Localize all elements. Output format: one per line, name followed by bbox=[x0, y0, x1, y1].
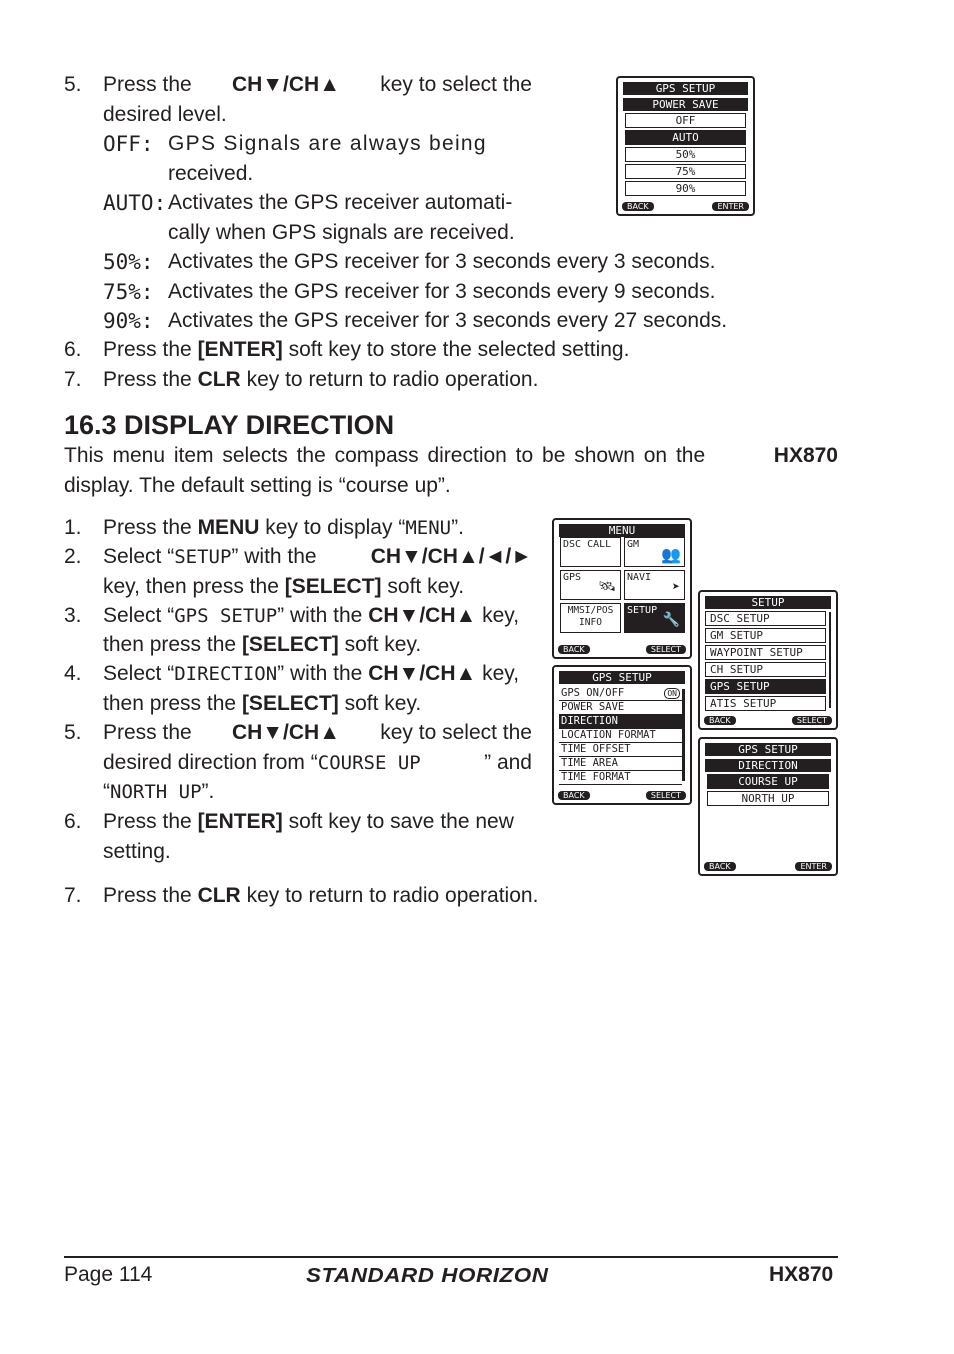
option-auto[interactable]: AUTO bbox=[625, 130, 746, 145]
step-number: 6. bbox=[64, 810, 82, 833]
dsc-setup-item[interactable]: DSC SETUP bbox=[705, 611, 826, 626]
step-number: 1. bbox=[64, 516, 82, 539]
intro-text: display. The default setting is “course up”. bbox=[64, 474, 451, 497]
screen-title: MENU bbox=[559, 524, 685, 537]
scrollbar[interactable] bbox=[829, 612, 831, 708]
step-number: 2. bbox=[64, 545, 82, 568]
direction-screen bbox=[698, 737, 838, 876]
step-text: Select “DIRECTION” with the CH▼/CH▲ key, bbox=[103, 662, 520, 685]
select-softkey[interactable]: SELECT bbox=[792, 716, 832, 725]
time-offset-item[interactable]: TIME OFFSET bbox=[559, 743, 682, 757]
select-softkey[interactable]: SELECT bbox=[646, 791, 686, 800]
enter-softkey[interactable]: ENTER bbox=[795, 862, 832, 871]
menu-mmsi-pos-info[interactable]: MMSI/POS INFO bbox=[560, 603, 621, 633]
option-text: Activates the GPS receiver automati- bbox=[168, 191, 513, 214]
north-up-option[interactable]: NORTH UP bbox=[707, 791, 829, 806]
select-softkey[interactable]: SELECT bbox=[646, 645, 686, 654]
model-name: HX870 bbox=[769, 1263, 834, 1286]
step-number: 5. bbox=[64, 721, 82, 744]
screen-title: GPS SETUP bbox=[559, 671, 685, 684]
step-text: setting. bbox=[103, 840, 171, 863]
step-text: Press the [ENTER] soft key to save the new bbox=[103, 810, 514, 833]
option-text: GPS Signals are always being bbox=[168, 132, 487, 155]
setup-screen bbox=[698, 590, 838, 730]
screen-title: GPS SETUP bbox=[623, 82, 748, 95]
time-format-item[interactable]: TIME FORMAT bbox=[559, 771, 682, 785]
menu-gm[interactable]: GM 👥 bbox=[624, 537, 685, 567]
brand-logo: STANDARD HORIZON bbox=[306, 1265, 549, 1287]
power-save-screen bbox=[616, 76, 755, 216]
option-text: Activates the GPS receiver for 3 seconds every 27 seconds. bbox=[168, 309, 728, 332]
step-text: Select “GPS SETUP” with the CH▼/CH▲ key, bbox=[103, 604, 520, 627]
menu-screen bbox=[552, 518, 692, 659]
step-number: 7. bbox=[64, 368, 82, 391]
intro-text: This menu item selects the compass direction to be shown on the HX870 bbox=[64, 444, 838, 467]
satellite-icon: 🛰 bbox=[598, 579, 616, 595]
scrollbar[interactable] bbox=[682, 689, 685, 781]
option-code: 50%: bbox=[103, 250, 154, 274]
step-text: Press the CLR key to return to radio operation. bbox=[103, 368, 539, 391]
step-text: Press the [ENTER] soft key to store the selected setting. bbox=[103, 338, 630, 361]
option-50[interactable]: 50% bbox=[625, 147, 746, 162]
step-text: desired direction from “COURSE UP ” and bbox=[103, 751, 532, 774]
back-softkey[interactable]: BACK bbox=[558, 791, 590, 800]
step-number: 5. bbox=[64, 73, 82, 96]
back-softkey[interactable]: BACK bbox=[704, 716, 736, 725]
option-90[interactable]: 90% bbox=[625, 181, 746, 196]
on-badge: ON bbox=[664, 688, 680, 699]
step-text: Press the CH▼/CH▲ key to select the bbox=[103, 73, 532, 96]
step-text: “NORTH UP”. bbox=[103, 780, 215, 803]
step-number: 7. bbox=[64, 884, 82, 907]
option-text: Activates the GPS receiver for 3 seconds every 9 seconds. bbox=[168, 280, 716, 303]
option-code: AUTO: bbox=[103, 191, 167, 215]
wrench-icon: 🔧 bbox=[662, 612, 680, 628]
option-code: OFF: bbox=[103, 132, 154, 156]
screen-subtitle: DIRECTION bbox=[705, 759, 831, 772]
step-text: key, then press the [SELECT] soft key. bbox=[103, 575, 465, 598]
gps-setup-screen bbox=[552, 665, 692, 805]
location-format-item[interactable]: LOCATION FORMAT bbox=[559, 729, 682, 743]
step-text: then press the [SELECT] soft key. bbox=[103, 633, 422, 656]
menu-setup[interactable]: SETUP 🔧 bbox=[624, 603, 685, 633]
direction-item[interactable]: DIRECTION bbox=[559, 715, 682, 729]
screen-title: SETUP bbox=[705, 596, 831, 609]
step-number: 6. bbox=[64, 338, 82, 361]
step-text: Press the CH▼/CH▲ key to select the bbox=[103, 721, 532, 744]
screen-subtitle: POWER SAVE bbox=[623, 98, 748, 111]
step-text: Press the MENU key to display “MENU”. bbox=[103, 516, 464, 539]
page-number: Page 114 bbox=[64, 1263, 153, 1286]
step-text: Select “SETUP” with the CH▼/CH▲/◄/► bbox=[103, 545, 532, 568]
option-text: received. bbox=[168, 162, 254, 185]
menu-gps[interactable]: GPS 🛰 bbox=[560, 570, 621, 600]
gps-setup-item[interactable]: GPS SETUP bbox=[705, 679, 826, 694]
option-75[interactable]: 75% bbox=[625, 164, 746, 179]
step-number: 3. bbox=[64, 604, 82, 627]
step-text: then press the [SELECT] soft key. bbox=[103, 692, 422, 715]
back-softkey[interactable]: BACK bbox=[558, 645, 590, 654]
option-text: Activates the GPS receiver for 3 seconds every 3 seconds. bbox=[168, 250, 716, 273]
enter-softkey[interactable]: ENTER bbox=[712, 202, 749, 211]
step-number: 4. bbox=[64, 662, 82, 685]
step-text: desired level. bbox=[103, 103, 227, 126]
power-save-item[interactable]: POWER SAVE bbox=[559, 701, 682, 715]
step-text: Press the CLR key to return to radio operation. bbox=[103, 884, 539, 907]
waypoint-setup-item[interactable]: WAYPOINT SETUP bbox=[705, 645, 826, 660]
group-icon: 👥 bbox=[661, 545, 681, 564]
menu-dsc-call[interactable]: DSC CALL bbox=[560, 537, 621, 567]
option-text: cally when GPS signals are received. bbox=[168, 221, 515, 244]
footer-rule bbox=[64, 1256, 838, 1258]
menu-navi[interactable]: NAVI ➤ bbox=[624, 570, 685, 600]
gm-setup-item[interactable]: GM SETUP bbox=[705, 628, 826, 643]
option-code: 75%: bbox=[103, 280, 154, 304]
back-softkey[interactable]: BACK bbox=[622, 202, 654, 211]
time-area-item[interactable]: TIME AREA bbox=[559, 757, 682, 771]
atis-setup-item[interactable]: ATIS SETUP bbox=[705, 696, 826, 711]
section-heading: 16.3 DISPLAY DIRECTION bbox=[64, 410, 395, 440]
option-code: 90%: bbox=[103, 309, 154, 333]
gps-on-off-item[interactable]: GPS ON/OFF ON bbox=[559, 687, 682, 701]
screen-title: GPS SETUP bbox=[705, 743, 831, 756]
option-off[interactable]: OFF bbox=[625, 113, 746, 128]
ch-setup-item[interactable]: CH SETUP bbox=[705, 662, 826, 677]
back-softkey[interactable]: BACK bbox=[704, 862, 736, 871]
compass-icon: ➤ bbox=[672, 580, 680, 595]
course-up-option[interactable]: COURSE UP bbox=[707, 774, 829, 789]
